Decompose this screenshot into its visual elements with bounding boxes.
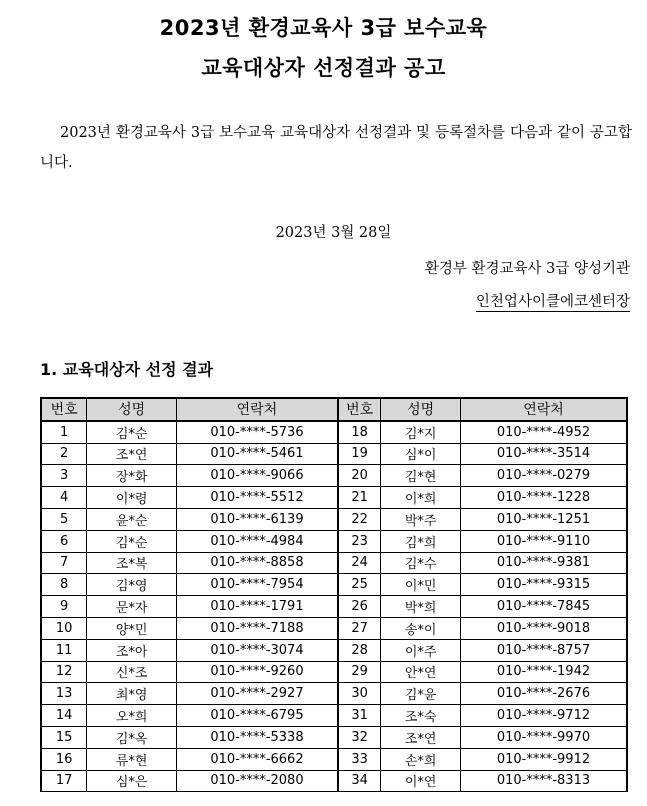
- cell-number-2: 28: [338, 639, 381, 661]
- cell-name: 오*희: [87, 705, 177, 727]
- cell-contact: 010-****-2080: [176, 770, 338, 792]
- header-contact-2: 연락처: [460, 398, 627, 421]
- cell-name: 조*연: [87, 443, 177, 465]
- cell-number: 5: [41, 508, 87, 530]
- cell-contact-2: 010-****-7845: [460, 596, 627, 618]
- cell-name-2: 김*지: [381, 421, 461, 443]
- document-title-line1: 2023년 환경교육사 3급 보수교육: [159, 16, 488, 40]
- cell-contact-2: 010-****-1942: [460, 661, 627, 683]
- cell-number-2: 19: [338, 443, 381, 465]
- table-row: [41, 530, 627, 552]
- table-row: [41, 683, 627, 705]
- cell-name-2: 조*숙: [381, 705, 461, 727]
- cell-contact: 010-****-9066: [176, 465, 338, 487]
- header-number-2: 번호: [338, 398, 381, 421]
- cell-name: 문*자: [87, 596, 177, 618]
- cell-contact: 010-****-6795: [176, 705, 338, 727]
- cell-contact-2: 010-****-9315: [460, 574, 627, 596]
- table-row: [41, 726, 627, 748]
- cell-number: 13: [41, 683, 87, 705]
- announcement-date: 2023년 3월 28일: [275, 225, 392, 241]
- table-row: [41, 421, 627, 443]
- cell-number-2: 22: [338, 508, 381, 530]
- cell-number-2: 20: [338, 465, 381, 487]
- cell-contact: 010-****-9260: [176, 661, 338, 683]
- cell-name: 신*조: [87, 661, 177, 683]
- cell-contact: 010-****-6139: [176, 508, 338, 530]
- cell-name: 김*순: [87, 421, 177, 443]
- cell-contact: 010-****-3074: [176, 639, 338, 661]
- cell-number-2: 32: [338, 726, 381, 748]
- cell-name-2: 이*민: [381, 574, 461, 596]
- cell-number-2: 29: [338, 661, 381, 683]
- cell-number: 14: [41, 705, 87, 727]
- cell-contact-2: 010-****-0279: [460, 465, 627, 487]
- cell-name-2: 손*희: [381, 748, 461, 770]
- cell-name-2: 박*주: [381, 508, 461, 530]
- cell-number: 1: [41, 421, 87, 443]
- cell-name: 조*아: [87, 639, 177, 661]
- cell-number: 12: [41, 661, 87, 683]
- cell-number: 16: [41, 748, 87, 770]
- document-title-line2: 교육대상자 선정결과 공고: [201, 56, 446, 80]
- table-row: [41, 705, 627, 727]
- cell-number-2: 24: [338, 552, 381, 574]
- cell-number: 4: [41, 487, 87, 509]
- cell-name: 류*현: [87, 748, 177, 770]
- cell-number: 2: [41, 443, 87, 465]
- cell-number: 6: [41, 530, 87, 552]
- table-row: [41, 552, 627, 574]
- cell-number-2: 33: [338, 748, 381, 770]
- cell-contact-2: 010-****-4952: [460, 421, 627, 443]
- table-header-row: [41, 398, 627, 421]
- cell-name-2: 이*주: [381, 639, 461, 661]
- table-row: [41, 443, 627, 465]
- cell-contact: 010-****-1791: [176, 596, 338, 618]
- cell-contact-2: 010-****-3514: [460, 443, 627, 465]
- cell-name-2: 심*이: [381, 443, 461, 465]
- cell-name: 최*영: [87, 683, 177, 705]
- cell-contact-2: 010-****-9970: [460, 726, 627, 748]
- cell-contact: 010-****-7954: [176, 574, 338, 596]
- cell-contact-2: 010-****-9018: [460, 617, 627, 639]
- cell-name-2: 이*연: [381, 770, 461, 792]
- intro-paragraph: [40, 118, 632, 178]
- cell-contact: 010-****-5338: [176, 726, 338, 748]
- cell-name-2: 김*희: [381, 530, 461, 552]
- cell-contact: 010-****-2927: [176, 683, 338, 705]
- cell-number-2: 26: [338, 596, 381, 618]
- cell-name-2: 김*윤: [381, 683, 461, 705]
- cell-name-2: 안*연: [381, 661, 461, 683]
- cell-name-2: 조*연: [381, 726, 461, 748]
- cell-name: 심*은: [87, 770, 177, 792]
- table-row: [41, 770, 627, 792]
- cell-name: 김*순: [87, 530, 177, 552]
- table-row: [41, 465, 627, 487]
- cell-number-2: 34: [338, 770, 381, 792]
- cell-name-2: 박*희: [381, 596, 461, 618]
- cell-number-2: 31: [338, 705, 381, 727]
- intro-text: 2023년 환경교육사 3급 보수교육 교육대상자 선정결과 및 등록절차를 다음과 같이 공고합니다.: [40, 125, 632, 171]
- cell-number-2: 30: [338, 683, 381, 705]
- cell-contact-2: 010-****-8313: [460, 770, 627, 792]
- table-row: [41, 487, 627, 509]
- cell-name-2: 김*현: [381, 465, 461, 487]
- cell-contact-2: 010-****-8757: [460, 639, 627, 661]
- organization-name: 환경부 환경교육사 3급 양성기관: [424, 261, 630, 277]
- cell-number-2: 23: [338, 530, 381, 552]
- cell-name: 김*옥: [87, 726, 177, 748]
- cell-name: 양*민: [87, 617, 177, 639]
- cell-contact-2: 010-****-2676: [460, 683, 627, 705]
- header-contact: 연락처: [176, 398, 338, 421]
- table-row: [41, 748, 627, 770]
- table-row: [41, 661, 627, 683]
- cell-contact: 010-****-4984: [176, 530, 338, 552]
- cell-number-2: 18: [338, 421, 381, 443]
- cell-name: 조*복: [87, 552, 177, 574]
- cell-contact-2: 010-****-9381: [460, 552, 627, 574]
- cell-name-2: 송*이: [381, 617, 461, 639]
- cell-number: 3: [41, 465, 87, 487]
- cell-number: 7: [41, 552, 87, 574]
- cell-number: 17: [41, 770, 87, 792]
- cell-number: 10: [41, 617, 87, 639]
- cell-contact-2: 010-****-9712: [460, 705, 627, 727]
- table-row: [41, 596, 627, 618]
- signatory: [476, 290, 630, 311]
- cell-contact: 010-****-8858: [176, 552, 338, 574]
- cell-number: 8: [41, 574, 87, 596]
- cell-contact: 010-****-6662: [176, 748, 338, 770]
- cell-name: 이*령: [87, 487, 177, 509]
- header-name-2: 성명: [381, 398, 461, 421]
- cell-contact-2: 010-****-1251: [460, 508, 627, 530]
- cell-contact: 010-****-5461: [176, 443, 338, 465]
- cell-number-2: 25: [338, 574, 381, 596]
- cell-number: 11: [41, 639, 87, 661]
- signatory-text: 인천업사이클에코센터장: [475, 294, 630, 310]
- cell-contact-2: 010-****-9110: [460, 530, 627, 552]
- cell-name: 김*영: [87, 574, 177, 596]
- table-row: [41, 617, 627, 639]
- cell-name-2: 김*수: [381, 552, 461, 574]
- cell-contact-2: 010-****-9912: [460, 748, 627, 770]
- cell-name-2: 이*희: [381, 487, 461, 509]
- cell-number-2: 21: [338, 487, 381, 509]
- table-row: [41, 574, 627, 596]
- cell-name: 장*화: [87, 465, 177, 487]
- table-row: [41, 508, 627, 530]
- cell-number: 15: [41, 726, 87, 748]
- selection-result-table: [40, 397, 628, 792]
- cell-contact-2: 010-****-1228: [460, 487, 627, 509]
- cell-contact: 010-****-5512: [176, 487, 338, 509]
- header-name: 성명: [87, 398, 177, 421]
- table-row: [41, 639, 627, 661]
- cell-contact: 010-****-7188: [176, 617, 338, 639]
- cell-contact: 010-****-5736: [176, 421, 338, 443]
- cell-number-2: 27: [338, 617, 381, 639]
- cell-name: 윤*순: [87, 508, 177, 530]
- section-title: 1. 교육대상자 선정 결과: [40, 360, 214, 379]
- cell-number: 9: [41, 596, 87, 618]
- header-number: 번호: [41, 398, 87, 421]
